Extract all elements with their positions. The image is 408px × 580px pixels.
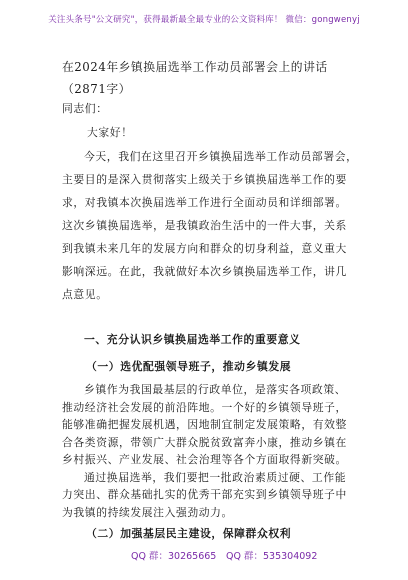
- paragraph-line: 能够准确把握发展机遇，因地制宜制定发展策略，有效整: [62, 418, 347, 431]
- paragraph-line: 求，对我镇本次换届选举工作进行全面动员和详细部署。: [62, 196, 347, 209]
- hello-line: 大家好！: [87, 126, 133, 139]
- section-heading-1: 一、充分认识乡镇换届选举工作的重要意义: [84, 333, 301, 346]
- greeting: 同志们：: [62, 102, 108, 115]
- paragraph-line: 今天，我们在这里召开乡镇换届选举工作动员部署会，: [84, 150, 358, 163]
- subsection-heading-1: （一）选优配强领导班子，推动乡镇发展: [86, 360, 292, 373]
- paragraph-line: 合各类资源，带领广大群众脱贫致富奔小康，推动乡镇在: [62, 435, 347, 449]
- paragraph-line: 到我镇未来几年的发展方向和群众的切身利益，意义重大: [62, 242, 347, 255]
- paragraph-line: 点意见。: [62, 288, 108, 301]
- paragraph-line: 这次乡镇换届选举，是我镇政治生活中的一件大事，关系: [62, 219, 347, 232]
- document-title: 在2024年乡镇换届选举工作动员部署会上的讲话（2871字）: [62, 60, 328, 96]
- paragraph-line: 乡村振兴、产业发展、社会治理等各个方面取得新突破。: [62, 453, 347, 466]
- paragraph-line: 主要目的是深入贯彻落实上级关于乡镇换届选举工作的要: [62, 173, 347, 186]
- qq-group-1: QQ 群：30265665: [131, 551, 217, 562]
- paragraph-line: 影响深远。在此，我就做好本次乡镇换届选举工作，讲几: [62, 265, 347, 278]
- paragraph-line: 乡镇作为我国最基层的行政单位，是落实各项政策、: [84, 383, 347, 396]
- paragraph-line: 为我镇的持续发展注入强劲动力。: [62, 505, 233, 519]
- paragraph-line: 力突出、群众基础扎实的优秀干部充实到乡镇领导班子中: [62, 488, 347, 501]
- subsection-heading-2: （二）加强基层民主建设，保障群众权利: [86, 527, 292, 540]
- top-banner: 关注头条号"公文研究"，获得最新最全最专业的公文资料库！ 微信：gongwenyj: [48, 15, 360, 25]
- qq-group-2: QQ 群：535304092: [226, 551, 318, 562]
- paragraph-line: 通过换届选举，我们要把一批政治素质过硬、工作能: [84, 470, 347, 484]
- paragraph-line: 推动经济社会发展的前沿阵地。一个好的乡镇领导班子，: [62, 400, 347, 414]
